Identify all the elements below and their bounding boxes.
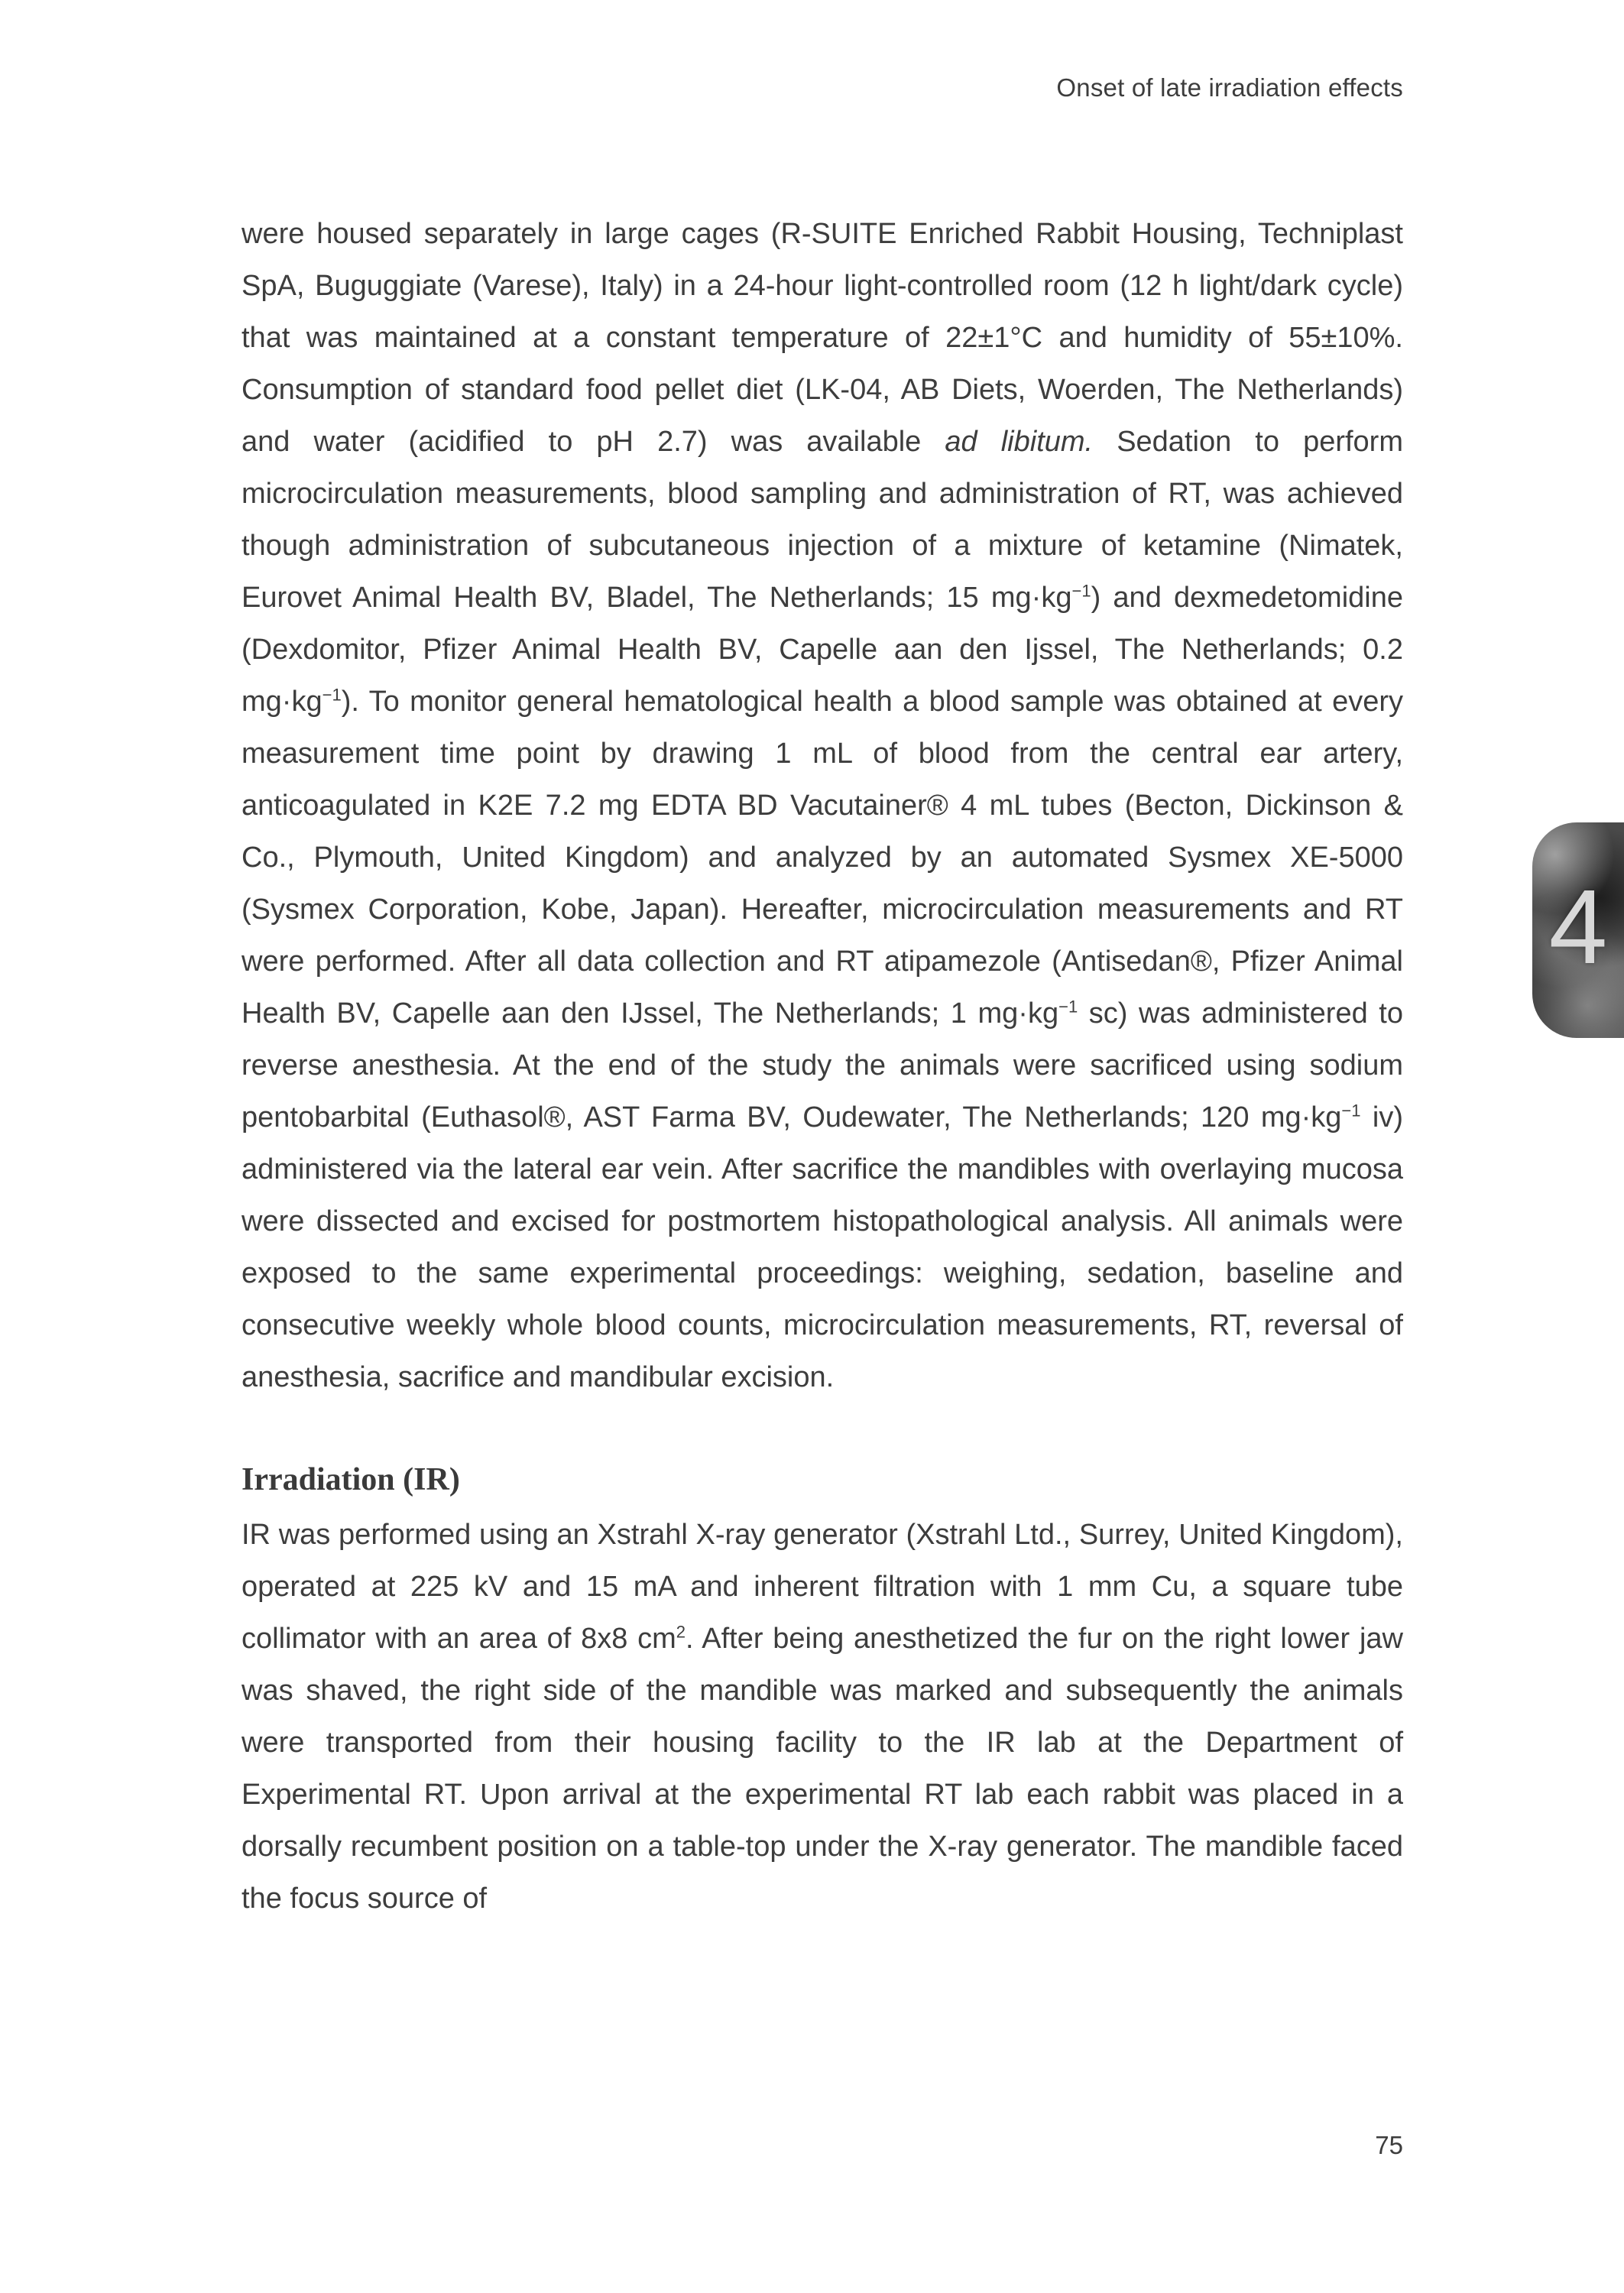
paragraph-animal-housing: were housed separately in large cages (R-SUITE Enriched Rabbit Housing, Techniplast SpA, Buguggiate (Varese), Italy) in a 24-hour light-controlled room (12 h light/dark cycle) that was maintained at a constant temperature of 22±1°C and humidity of 55±10%. Consumption of standard food pellet diet (LK-04, AB Diets, Woerden, The Netherlands) and water (acidified to pH 2.7) was available ad libitum. Sedation to perform microcirculation measurements, blood sampling and administration of RT, was achieved though administration of subcutaneous injection of a mixture of ketamine (Nimatek, Eurovet Animal Health BV, Bladel, The Netherlands; 15 $mg\cdot kg^{-1}$) and dexmedetomidine (Dexdomitor, Pfizer Animal Health BV, Capelle aan den Ijssel, The Netherlands; 0.2 $mg\cdot kg^{-1}$). To monitor general hematological health a blood sample was obtained at every measurement time point by drawing 1 mL of blood from the central ear artery, anticoagulated in K2E 7.2 mg EDTA BD Vacutainer® 4 mL tubes (Becton, Dickinson & Co., Plymouth, United Kingdom) and analyzed by an automated Sysmex XE-5000 (Sysmex Corporation, Kobe, Japan). Hereafter, microcirculation measurements and RT were performed. After all data collection and RT atipamezole (Antisedan®, Pfizer Animal Health BV, Capelle aan den IJssel, The Netherlands; 1 $mg\cdot kg^{-1}$ sc) was administered to reverse anesthesia. At the end of the study the animals were sacrificed using sodium pentobarbital (Euthasol®, AST Farma BV, Oudewater, The Netherlands; 120 $mg\cdot kg^{-1}$ iv) administered via the lateral ear vein. After sacrifice the mandibles with overlaying mucosa were dissected and excised for postmortem histopathological analysis. All animals were exposed to the same experimental proceedings: weighing, sedation, baseline and consecutive weekly whole blood counts, microcirculation measurements, RT, reversal of anesthesia, sacrifice and mandibular excision.	[241, 218, 1403, 1393]
chapter-number: 4	[1548, 868, 1608, 986]
chapter-tab	[1532, 822, 1624, 1038]
page-number: 75	[1375, 2131, 1403, 2159]
paragraph-irradiation: IR was performed using an Xstrahl X-ray generator (Xstrahl Ltd., Surrey, United Kingdom), operated at 225 kV and 15 mA and inherent filtration with 1 mm Cu, a square tube collimator with an area of 8x8 $cm^2$. After being anesthetized the fur on the right lower jaw was shaved, the right side of the mandible was marked and subsequently the animals were transported from their housing facility to the IR lab at the Department of Experimental RT. Upon arrival at the experimental RT lab each rabbit was placed in a dorsally recumbent position on a table-top under the X-ray generator. The mandible faced the focus source of	[241, 1519, 1403, 1915]
running-header: Onset of late irradiation effects	[1056, 73, 1403, 102]
section-heading-irradiation: Irradiation (IR)	[241, 1462, 460, 1497]
main-text-column	[241, 208, 1403, 1925]
